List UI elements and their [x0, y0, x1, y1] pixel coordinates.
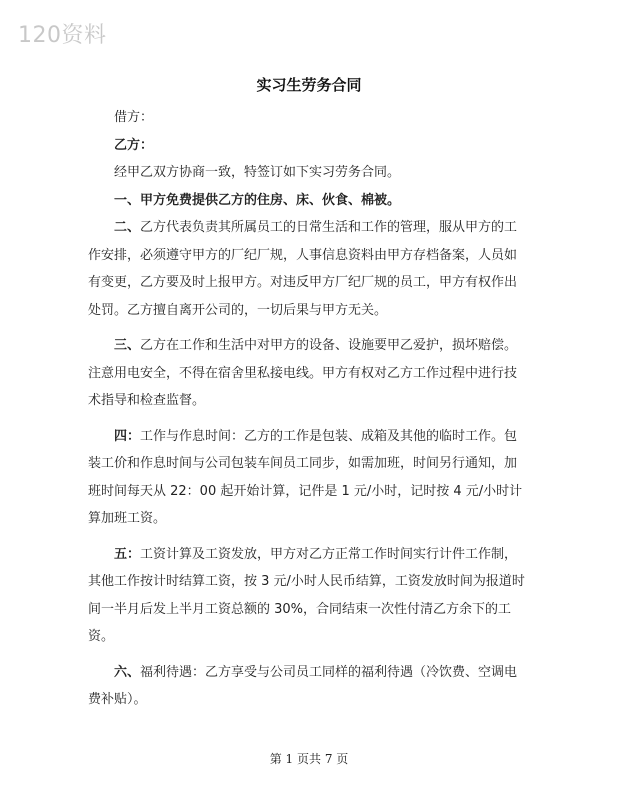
clause-2-text: 乙方代表负责其所属员工的日常生活和工作的管理，服从甲方的工作安排，必须遵守甲方的厂纪厂规，人事信息资料由甲方存档备案，人员如有变更，乙方要及时上报甲方。对违反甲方厂纪厂规的员工，甲方有权作出处罚。乙方擅自离开公司的，一切后果与甲方无关。 — [88, 220, 518, 318]
watermark-logo: 120资料 — [18, 23, 107, 48]
clause-2-number: 二、 — [114, 220, 141, 235]
clause-4-text: 工作与作息时间：乙方的工作是包装、成箱及其他的临时工作。包装工价和作息时间与公司包装车间员工同步，如需加班，时间另行通知，加班时间每天从 22：00 起开始计算，记件是 1 元/小时，记时按 4 元/小时计算加班工资。 — [88, 428, 523, 526]
clause-6-text: 福利待遇：乙方享受与公司员工同样的福利待遇（冷饮费、空调电费补贴）。 — [88, 664, 518, 707]
clause-3-text: 乙方在工作和生活中对甲方的设备、设施要甲乙爱护，损坏赔偿。注意用电安全，不得在宿舍里私接电线。甲方有权对乙方工作过程中进行技术指导和检查监督。 — [88, 338, 518, 408]
party-b-line: 乙方： — [114, 137, 154, 153]
clause-5-text: 工资计算及工资发放，甲方对乙方正常工作时间实行计件工作制，其他工作按计时结算工资，按 3 元/小时人民币结算，工资发放时间为报道时间一半月后发上半月工资总额的 30%，合同结束一次性付清乙方余下的工资。 — [88, 546, 525, 644]
party-a-line: 借方： — [114, 110, 154, 125]
page-footer: 第 1 页共 7 页 — [269, 752, 349, 766]
clause-6 — [88, 659, 528, 714]
clause-3 — [88, 332, 528, 415]
clause-5 — [88, 541, 528, 651]
intro-paragraph: 经甲乙双方协商一致，特签订如下实习劳务合同。 — [114, 165, 401, 180]
clause-6-number: 六、 — [114, 664, 141, 680]
clause-2 — [88, 214, 528, 324]
document-body — [88, 104, 528, 714]
clause-5-number: 五： — [114, 546, 141, 562]
document-title: 实习生劳务合同 — [256, 76, 362, 94]
clause-3-number: 三、 — [114, 338, 141, 353]
clause-1: 一、甲方免费提供乙方的住房、床、伙食、棉被。 — [114, 192, 401, 208]
clause-4-number: 四： — [114, 428, 141, 444]
clause-4 — [88, 423, 528, 533]
